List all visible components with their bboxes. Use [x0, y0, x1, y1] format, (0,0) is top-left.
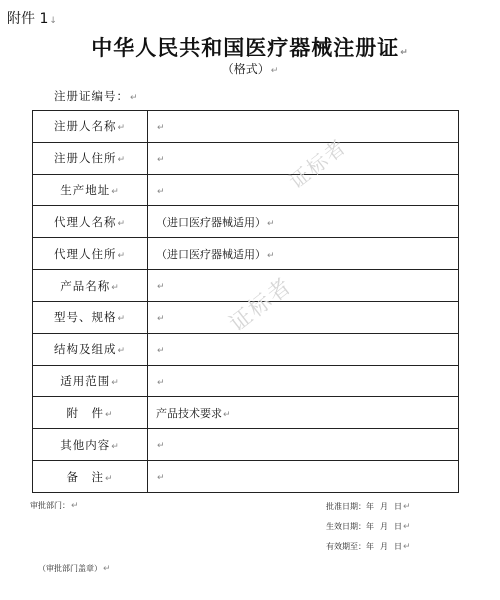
registration-number-label: 注册证编号：↵ [54, 89, 139, 103]
field-label: 产品名称↵ [33, 270, 148, 302]
document-title: 中华人民共和国医疗器械注册证↵ [91, 36, 409, 60]
field-label: 适用范围↵ [33, 365, 148, 397]
field-label: 结构及组成↵ [33, 333, 148, 365]
field-value[interactable]: （进口医疗器械适用）↵ [148, 206, 459, 238]
table-row [33, 142, 459, 174]
field-label: 代理人名称↵ [33, 206, 148, 238]
field-value[interactable]: 产品技术要求↵ [148, 397, 459, 429]
field-value[interactable]: ↵ [148, 333, 459, 365]
watermark: 证标者 [284, 133, 352, 194]
table-row [33, 365, 459, 397]
seal-note: （审批部门盖章）↵ [38, 564, 111, 574]
field-value[interactable]: ↵ [148, 270, 459, 302]
table-row [33, 429, 459, 461]
field-label: 生产地址↵ [33, 174, 148, 206]
field-label: 代理人住所↵ [33, 238, 148, 270]
table-row [33, 238, 459, 270]
field-label: 注册人住所↵ [33, 142, 148, 174]
effective-date: 生效日期：年 月 日↵ [326, 522, 411, 532]
field-label: 型号、规格↵ [33, 301, 148, 333]
field-label: 注册人名称↵ [33, 111, 148, 143]
field-label: 附 件↵ [33, 397, 148, 429]
table-row [33, 111, 459, 143]
field-value[interactable]: ↵ [148, 429, 459, 461]
document-subtitle: （格式）↵ [221, 62, 279, 76]
field-value[interactable]: ↵ [148, 111, 459, 143]
table-row [33, 333, 459, 365]
field-value[interactable]: （进口医疗器械适用）↵ [148, 238, 459, 270]
expiry-date: 有效期至：年 月 日↵ [326, 542, 411, 552]
approval-department-label: 审批部门：↵ [30, 501, 79, 511]
field-label: 其他内容↵ [33, 429, 148, 461]
field-value[interactable]: ↵ [148, 461, 459, 493]
table-row [33, 461, 459, 493]
attachment-label: 附件 1↓ [7, 11, 57, 27]
field-value[interactable]: ↵ [148, 365, 459, 397]
field-value[interactable]: ↵ [148, 142, 459, 174]
watermark: 证标者 [225, 273, 298, 338]
table-row [33, 174, 459, 206]
field-value[interactable]: ↵ [148, 174, 459, 206]
field-label: 备 注↵ [33, 461, 148, 493]
table-row [33, 206, 459, 238]
approval-date: 批准日期：年 月 日↵ [326, 502, 411, 512]
field-value[interactable]: ↵ [148, 301, 459, 333]
table-row [33, 397, 459, 429]
